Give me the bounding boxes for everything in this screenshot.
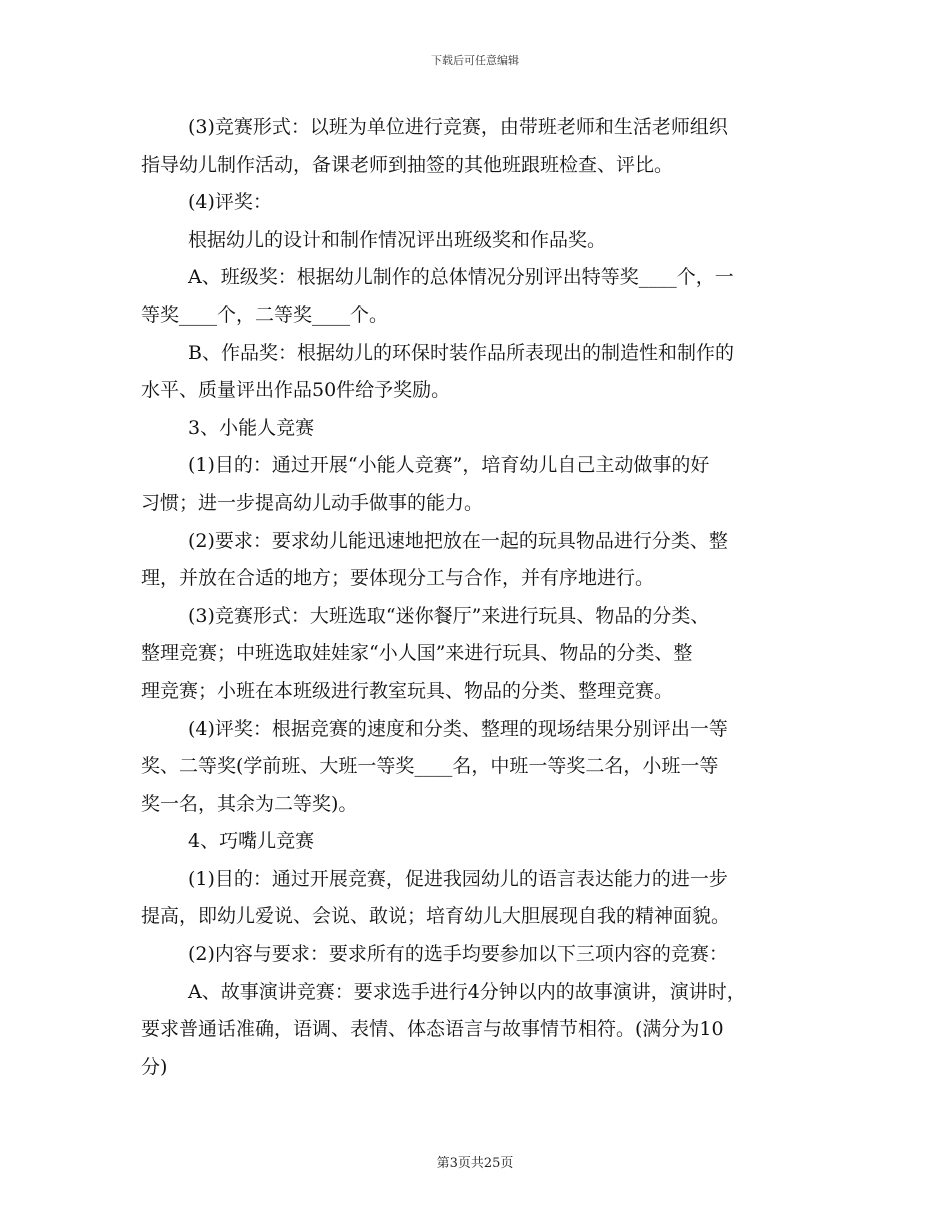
paragraph-line: (2)要求：要求幼儿能迅速地把放在一起的玩具物品进行分类、整 (188, 529, 728, 552)
paragraph-line: (4)评奖：根据竞赛的速度和分类、整理的现场结果分别评出一等 (188, 717, 728, 740)
paragraph-line: (3)竞赛形式：以班为单位进行竞赛，由带班老师和生活老师组织 (188, 116, 728, 138)
page-number: 第3页共25页 (436, 1156, 514, 1171)
paragraph-line: (1)目的：通过开展竞赛，促进我园幼儿的语言表达能力的进一步 (188, 867, 728, 890)
paragraph-line: (3)竞赛形式：大班选取“迷你餐厅”来进行玩具、物品的分类、 (188, 604, 710, 627)
paragraph-line: 理，并放在合适的地方；要体现分工与合作，并有序地进行。 (141, 567, 655, 590)
paragraph-line: 要求普通话准确，语调、表情、体态语言与故事情节相符。(满分为10 (141, 1018, 724, 1041)
paragraph-line: A、故事演讲竞赛：要求选手进行4分钟以内的故事演讲，演讲时， (188, 980, 746, 1003)
page-header: 下载后可任意编辑 (431, 54, 519, 67)
paragraph-line: 整理竞赛；中班选取娃娃家“小人国”来进行玩具、物品的分类、整 (141, 642, 693, 665)
paragraph-line: 理竞赛；小班在本班级进行教室玩具、物品的分类、整理竞赛。 (141, 679, 674, 702)
section-heading: 4、巧嘴儿竞赛 (188, 830, 315, 853)
paragraph-line: 水平、质量评出作品50件给予奖励。 (141, 379, 451, 402)
paragraph-line: (1)目的：通过开展“小能人竞赛”，培育幼儿自己主动做事的好 (188, 454, 710, 477)
paragraph-line: (4)评奖： (188, 191, 272, 214)
paragraph-line: 根据幼儿的设计和制作情况评出班级奖和作品奖。 (188, 228, 607, 251)
paragraph-line: 奖一名，其余为二等奖)。 (141, 792, 358, 815)
paragraph-line: 提高，即幼儿爱说、会说、敢说；培育幼儿大胆展现自我的精神面貌。 (141, 905, 731, 928)
paragraph-line: 奖、二等奖(学前班、大班一等奖____名，中班一等奖二名，小班一等 (141, 755, 719, 778)
paragraph-line: 指导幼儿制作活动，备课老师到抽签的其他班跟班检查、评比。 (141, 153, 674, 176)
paragraph-line: 习惯；进一步提高幼儿动手做事的能力。 (141, 491, 484, 514)
section-heading: 3、小能人竞赛 (188, 416, 315, 439)
paragraph-line: (2)内容与要求：要求所有的选手均要参加以下三项内容的竞赛： (188, 943, 728, 966)
paragraph-line: B、作品奖：根据幼儿的环保时装作品所表现出的制造性和制作的 (188, 341, 734, 364)
paragraph-line: 分) (141, 1055, 168, 1078)
paragraph-line: A、班级奖：根据幼儿制作的总体情况分别评出特等奖____个，一 (188, 266, 734, 289)
paragraph-line: 等奖____个，二等奖____个。 (141, 303, 389, 326)
document-body (141, 109, 809, 1086)
